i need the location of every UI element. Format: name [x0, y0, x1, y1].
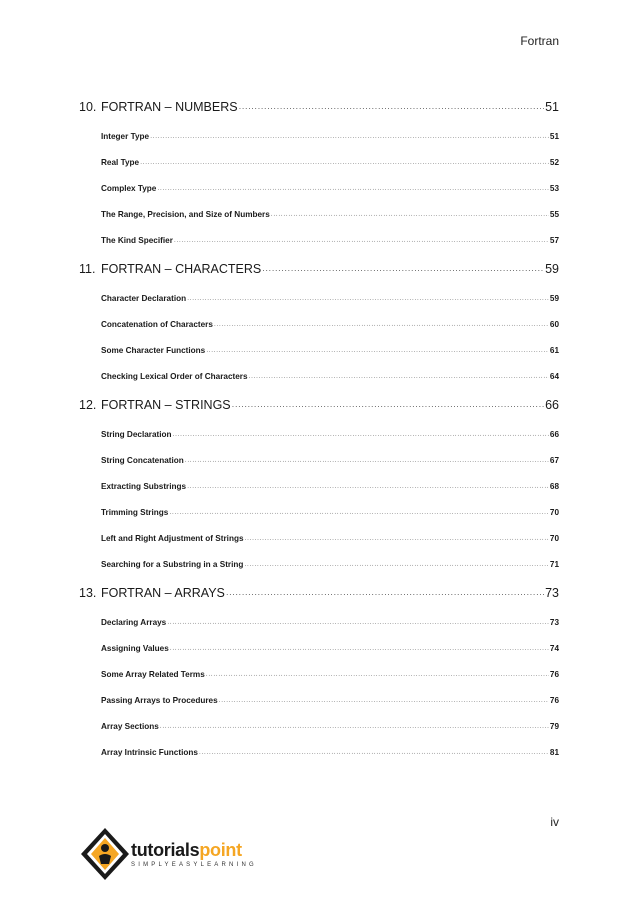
toc-section-entry[interactable]: [101, 508, 559, 524]
chapter-title: FORTRAN – STRINGS: [101, 398, 231, 412]
leader-dots: [167, 621, 549, 627]
section-title: Array Sections: [101, 722, 159, 731]
leader-dots: [245, 537, 549, 543]
section-page-number: 57: [549, 236, 559, 245]
chapter-number: 10.: [79, 100, 97, 114]
leader-dots: [271, 213, 549, 219]
leader-dots: [244, 563, 549, 569]
toc-chapter-block: [79, 398, 559, 576]
logo-text: [131, 840, 257, 868]
chapter-page-number: 59: [545, 262, 559, 276]
section-page-number: 61: [549, 346, 559, 355]
toc-section-entry[interactable]: [101, 560, 559, 576]
logo-brand-part1: tutorials: [131, 840, 200, 860]
leader-dots: [239, 104, 545, 113]
section-title: String Declaration: [101, 430, 172, 439]
section-page-number: 51: [549, 132, 559, 141]
section-title: Character Declaration: [101, 294, 187, 303]
toc-chapter-block: [79, 100, 559, 252]
chapter-page-number: 66: [545, 398, 559, 412]
leader-dots: [262, 266, 544, 275]
chapter-number: 11.: [79, 262, 96, 276]
chapter-number: 12.: [79, 398, 97, 412]
toc-section-entry[interactable]: [101, 132, 559, 148]
toc-section-entry[interactable]: [101, 320, 559, 336]
section-page-number: 70: [549, 534, 559, 543]
toc-chapter-entry[interactable]: [79, 262, 559, 284]
leader-dots: [157, 187, 549, 193]
section-page-number: 64: [549, 372, 559, 381]
section-page-number: 76: [549, 696, 559, 705]
section-page-number: 73: [549, 618, 559, 627]
section-page-number: 53: [549, 184, 559, 193]
chapter-number: 13.: [79, 586, 97, 600]
section-page-number: 66: [549, 430, 559, 439]
section-page-number: 60: [549, 320, 559, 329]
toc-section-entry[interactable]: [101, 482, 559, 498]
leader-dots: [206, 349, 549, 355]
section-title: Integer Type: [101, 132, 150, 141]
section-title: Passing Arrays to Procedures: [101, 696, 218, 705]
tutorialspoint-logo-icon: [79, 826, 131, 886]
logo-tagline: SIMPLYEASYLEARNING: [131, 862, 257, 868]
toc-chapter-entry[interactable]: [79, 100, 559, 122]
table-of-contents: [79, 100, 559, 774]
leader-dots: [174, 239, 549, 245]
leader-dots: [206, 673, 549, 679]
leader-dots: [214, 323, 549, 329]
toc-section-entry[interactable]: [101, 294, 559, 310]
toc-section-entry[interactable]: [101, 534, 559, 550]
section-page-number: 70: [549, 508, 559, 517]
tutorialspoint-logo: [79, 826, 269, 886]
section-page-number: 52: [549, 158, 559, 167]
section-page-number: 71: [549, 560, 559, 569]
leader-dots: [170, 647, 549, 653]
toc-chapter-entry[interactable]: [79, 398, 559, 420]
toc-section-entry[interactable]: [101, 372, 559, 388]
section-page-number: 76: [549, 670, 559, 679]
toc-section-entry[interactable]: [101, 210, 559, 226]
leader-dots: [169, 511, 549, 517]
section-page-number: 67: [549, 456, 559, 465]
toc-section-entry[interactable]: [101, 618, 559, 634]
chapter-page-number: 51: [545, 100, 559, 114]
section-title: Searching for a Substring in a String: [101, 560, 244, 569]
section-title: Complex Type: [101, 184, 157, 193]
section-title: Declaring Arrays: [101, 618, 167, 627]
chapter-title: FORTRAN – CHARACTERS: [101, 262, 262, 276]
toc-section-entry[interactable]: [101, 722, 559, 738]
toc-section-entry[interactable]: [101, 696, 559, 712]
section-title: The Kind Specifier: [101, 236, 173, 245]
chapter-page-number: 73: [545, 586, 559, 600]
leader-dots: [185, 459, 549, 465]
toc-section-entry[interactable]: [101, 670, 559, 686]
toc-section-entry[interactable]: [101, 158, 559, 174]
section-title: The Range, Precision, and Size of Numbers: [101, 210, 270, 219]
leader-dots: [199, 751, 549, 757]
leader-dots: [187, 485, 549, 491]
toc-section-entry[interactable]: [101, 430, 559, 446]
section-page-number: 55: [549, 210, 559, 219]
section-title: Array Intrinsic Functions: [101, 748, 198, 757]
leader-dots: [150, 135, 549, 141]
toc-section-entry[interactable]: [101, 748, 559, 764]
toc-section-entry[interactable]: [101, 644, 559, 660]
section-title: String Concatenation: [101, 456, 184, 465]
section-title: Assigning Values: [101, 644, 169, 653]
section-title: Trimming Strings: [101, 508, 169, 517]
page-number: iv: [550, 815, 559, 829]
section-title: Concatenation of Characters: [101, 320, 213, 329]
leader-dots: [232, 402, 544, 411]
section-title: Extracting Substrings: [101, 482, 187, 491]
section-page-number: 79: [549, 722, 559, 731]
page-header-title: Fortran: [520, 34, 559, 48]
section-title: Real Type: [101, 158, 140, 167]
section-page-number: 74: [549, 644, 559, 653]
section-title: Checking Lexical Order of Characters: [101, 372, 248, 381]
toc-chapter-entry[interactable]: [79, 586, 559, 608]
leader-dots: [187, 297, 549, 303]
toc-chapter-block: [79, 586, 559, 764]
toc-section-entry[interactable]: [101, 236, 559, 252]
section-page-number: 68: [549, 482, 559, 491]
section-page-number: 59: [549, 294, 559, 303]
leader-dots: [226, 590, 544, 599]
toc-section-entry[interactable]: [101, 346, 559, 362]
section-page-number: 81: [549, 748, 559, 757]
toc-chapter-block: [79, 262, 559, 388]
leader-dots: [219, 699, 549, 705]
toc-section-entry[interactable]: [101, 456, 559, 472]
section-title: Some Array Related Terms: [101, 670, 205, 679]
chapter-title: FORTRAN – NUMBERS: [101, 100, 238, 114]
chapter-title: FORTRAN – ARRAYS: [101, 586, 225, 600]
leader-dots: [173, 433, 549, 439]
leader-dots: [249, 375, 549, 381]
leader-dots: [160, 725, 549, 731]
logo-brand-part2: point: [199, 840, 242, 860]
section-title: Some Character Functions: [101, 346, 206, 355]
toc-section-entry[interactable]: [101, 184, 559, 200]
leader-dots: [140, 161, 549, 167]
section-title: Left and Right Adjustment of Strings: [101, 534, 244, 543]
